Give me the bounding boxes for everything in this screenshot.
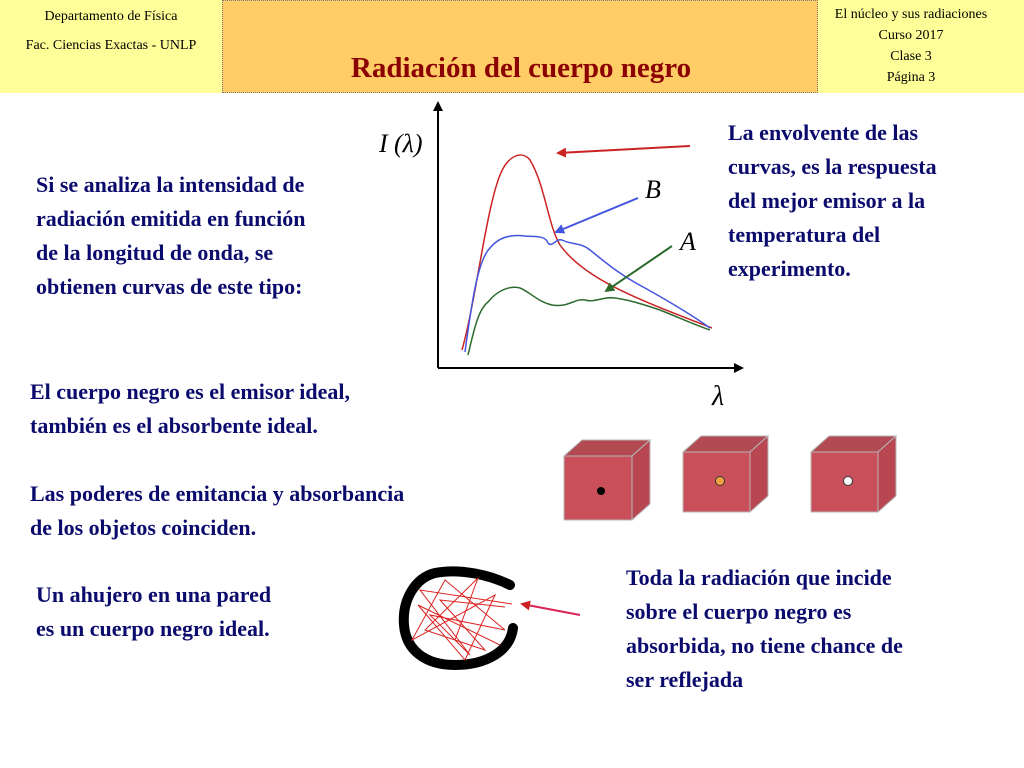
hole-line: es un cuerpo negro ideal. bbox=[36, 616, 270, 641]
intro-line: obtienen curvas de este tipo: bbox=[36, 274, 303, 299]
envelope-line: temperatura del bbox=[728, 222, 881, 247]
envelope-line: experimento. bbox=[728, 256, 851, 281]
ideal-emitter-line: también es el absorbente ideal. bbox=[30, 413, 318, 438]
faculty-name: Fac. Ciencias Exactas - UNLP bbox=[25, 38, 197, 53]
envelope-curve bbox=[462, 155, 712, 350]
powers-line: Las poderes de emitancia y absorbancia bbox=[30, 481, 405, 506]
hole-line: Un ahujero en una pared bbox=[36, 582, 272, 607]
curve-label-b: B bbox=[645, 175, 661, 204]
incident-ray-arrow bbox=[522, 604, 580, 615]
envelope-line: del mejor emisor a la bbox=[728, 188, 926, 213]
class-number: Clase 3 bbox=[890, 49, 932, 64]
course-name: El núcleo y sus radiaciones bbox=[834, 7, 988, 22]
cavity-wall bbox=[404, 571, 513, 665]
envelope-line: curvas, es la respuesta bbox=[728, 154, 937, 179]
powers-line: de los objetos coinciden. bbox=[30, 515, 257, 540]
cube-hole bbox=[597, 487, 605, 495]
intro-line: de la longitud de onda, se bbox=[36, 240, 274, 265]
absorbed-line: sobre el cuerpo negro es bbox=[626, 599, 852, 624]
cube-1 bbox=[564, 440, 650, 520]
curve-b-arrow bbox=[556, 198, 638, 232]
ideal-emitter-line: El cuerpo negro es el emisor ideal, bbox=[30, 379, 350, 404]
curve-b bbox=[465, 236, 710, 353]
absorbed-line: ser reflejada bbox=[626, 667, 744, 692]
cube-2 bbox=[683, 436, 768, 512]
curve-label-a: A bbox=[680, 227, 696, 256]
x-axis-label: λ bbox=[712, 381, 725, 412]
department-name: Departamento de Física bbox=[44, 9, 178, 24]
cube-hole bbox=[716, 477, 725, 486]
absorbed-line: absorbida, no tiene chance de bbox=[626, 633, 903, 658]
cavity-diagram bbox=[404, 571, 580, 665]
envelope-line: La envolvente de las bbox=[728, 120, 919, 145]
page-number: Página 3 bbox=[886, 70, 936, 85]
cube-3 bbox=[811, 436, 896, 512]
absorbed-line: Toda la radiación que incide bbox=[626, 565, 892, 590]
y-axis-label-i: I bbox=[379, 129, 388, 158]
intro-line: radiación emitida en función bbox=[36, 206, 306, 231]
page-title: Radiación del cuerpo negro bbox=[350, 52, 692, 84]
y-axis-label-lambda: (λ) bbox=[394, 129, 423, 158]
intro-line: Si se analiza la intensidad de bbox=[36, 172, 305, 197]
course-year: Curso 2017 bbox=[878, 28, 944, 43]
curve-a bbox=[468, 287, 710, 355]
envelope-arrow bbox=[558, 146, 690, 153]
cube-hole bbox=[844, 477, 853, 486]
